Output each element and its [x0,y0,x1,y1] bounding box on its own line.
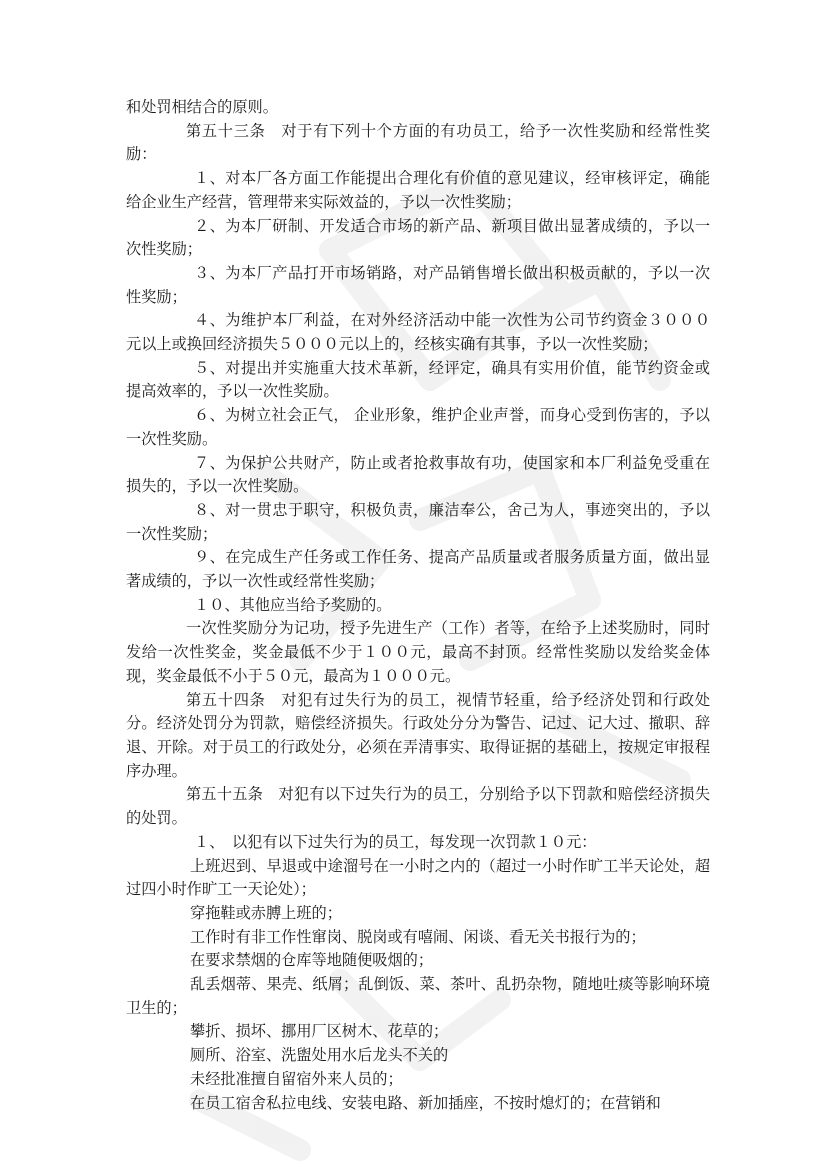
reward-item-1: １、对本厂各方面工作能提出合理化有价值的意见建议，经审核评定，确能给企业生产经营，管理带来实际效益的，予以一次性奖励； [126,169,710,211]
reward-item-9: ９、在完成生产任务或工作任务、提高产品质量或者服务质量方面，做出显著成绩的，予以一次性或经常性奖励； [126,548,710,591]
paragraph-principle-continuation: 和处罚相结合的原则。 [126,98,278,116]
penalty-line-smoking: 在要求禁烟的仓库等地随便吸烟的； [190,951,433,970]
penalty-line-wiring: 在员工宿舍私拉电线、安装电路、新加插座，不按时熄灯的；在营销和 [190,1093,661,1112]
reward-item-4: ４、为维护本厂利益，在对外经济活动中能一次性为公司节约资金３０００元以上或换回经济损失５０００元以上的，经核实确有其事，予以一次性奖励； [126,311,710,354]
document-body [126,96,710,1115]
penalty-line-late: 上班迟到、早退或中途溜号在一小时之内的（超过一小时作旷工半天论处，超过四小时作旷工一天论处）； [126,856,710,899]
reward-item-8: ８、对一贯忠于职守，积极负责，廉洁奉公，舍己为人，事迹突出的，予以一次性奖励； [126,500,710,543]
reward-item-5: ５、对提出并实施重大技术革新，经评定，确具有实用价值，能节约资金或提高效率的，予以一次性奖励。 [126,358,710,401]
penalty-line-off-post: 工作时有非工作性窜岗、脱岗或有嘻闹、闲谈、看无关书报行为的； [190,927,646,946]
penalty-line-plants: 攀折、损坏、挪用厂区树木、花草的； [190,1022,449,1041]
article-55-heading: 第五十五条 对犯有以下过失行为的员工，分别给予以下罚款和赔偿经济损失的处罚。 [126,785,710,828]
reward-item-10: １０、其他应当给予奖励的。 [194,595,392,614]
penalty-line-littering: 乱丢烟蒂、果壳、纸屑；乱倒饭、菜、茶叶、乱扔杂物，随地吐痰等影响环境卫生的； [126,975,710,1017]
reward-item-3: ３、为本厂产品打开市场销路，对产品销售增长做出积极贡献的，予以一次性奖励； [126,263,710,306]
reward-types-paragraph: 一次性奖励分为记功，授予先进生产（工作）者等，在给予上述奖励时，同时发给一次性奖金，奖金最低不少于１００元，最高不封顶。经常性奖励以发给奖金体现，奖金最低不小于５０元，最高为１０００元。 [126,619,710,685]
article-54: 第五十四条 对犯有过失行为的员工，视情节轻重，给予经济处罚和行政处分。经济处罚分为罚款，赔偿经济损失。行政处分分为警告、记过、记大过、撤职、辞退、开除。对于员工的行政处分，必须在弄清事实、取得证据的基础上，按规定审报程序办理。 [126,690,710,780]
penalty-item-1-heading: １、 以犯有以下过失行为的员工，每发现一次罚款１０元： [194,832,597,851]
article-53-heading: 第五十三条 对于有下列十个方面的有功员工，给予一次性奖励和经常性奖励： [126,121,710,164]
penalty-line-taps: 厕所、浴室、洗盥处用水后龙头不关的 [190,1046,449,1065]
reward-item-6: ６、为树立社会正气， 企业形象，维护企业声誉，而身心受到伤害的，予以一次性奖励。 [126,406,710,448]
reward-item-7: ７、为保护公共财产，防止或者抢救事故有功，使国家和本厂利益免受重在损失的，予以一次性奖励。 [126,453,710,496]
penalty-line-guests: 未经批准擅自留宿外来人员的； [190,1069,403,1088]
reward-item-2: ２、为本厂研制、开发适合市场的新产品、新项目做出显著成绩的，予以一次性奖励； [126,216,710,259]
penalty-line-slippers: 穿拖鞋或赤膊上班的； [190,903,342,922]
